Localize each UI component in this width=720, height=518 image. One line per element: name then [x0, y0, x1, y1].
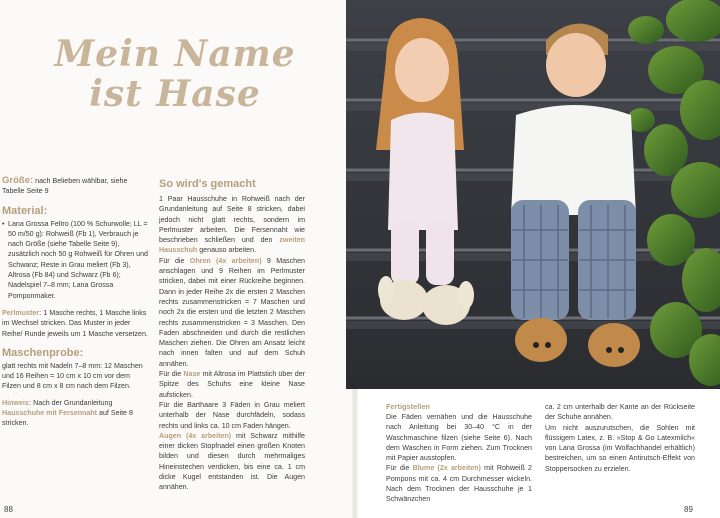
finishing-paragraph-3: ca. 2 cm unterhalb der Kante an der Rückseite der Schuhe annähen. — [545, 403, 695, 422]
finishing-column-continued — [545, 402, 695, 474]
title-line-2: ist Hase — [89, 73, 261, 115]
page-title — [40, 34, 310, 114]
photo-illustration — [346, 0, 720, 389]
instructions-highlight: Nase — [183, 370, 201, 379]
finishing-heading: Fertigstellen — [386, 402, 430, 411]
size-paragraph — [2, 176, 150, 197]
perlmuster-text: 1 Masche rechts, 1 Masche links im Wechsel stricken. Das Muster in jeder Reihe/ Runde jeweils um 1 Masche versetzen. — [2, 308, 148, 338]
finishing-text: mit Rohweiß 2 Pompons mit ca. 4 cm Durchmesser wickeln. Nach dem Trocknen der Hausschuhe je 1 Schwänzchen — [386, 464, 532, 504]
instructions-paragraph-ears — [159, 256, 305, 369]
instructions-text: 9 Maschen anschlagen und 9 Reihen im Perlmuster stricken, dabei mit einer Rückreihe beginnen. Dann in jeder Reihe 2x die ersten 2 Maschen rechts zusammenstricken = 7 Maschen und noch 2x die ersten und die letzten 2 Maschen rechts zusammenstricken = 3 Maschen. Den Faden abschneiden und durch die restlichen Maschen ziehen. Die Ohren am Ansatz leicht nach innen falten und auf dem Schuh annähen. — [159, 256, 305, 368]
hinweis-heading: Hinweis: — [2, 398, 32, 407]
hinweis-text-end: auf Seite 8 stricken. — [2, 409, 133, 428]
instructions-column — [159, 178, 305, 493]
size-text: nach Belieben wählbar, siehe Tabelle Seite 9 — [2, 177, 128, 196]
instructions-text: mit Altrosa im Plattstich über der Spitze des Schuhs eine kleine Nase aufsticken. — [159, 370, 306, 399]
children-photo — [346, 0, 720, 389]
maschenprobe-heading: Maschenprobe: — [2, 346, 84, 359]
instructions-text: Für die — [159, 256, 185, 265]
instructions-text: Für die — [159, 370, 182, 379]
maschenprobe-text: glatt rechts mit Nadeln 7–8 mm: 12 Maschen und 16 Reihen = 10 cm x 10 cm vor dem Filzen und 8 cm x 8 cm nach dem Filzen. — [2, 361, 143, 391]
page-number-right: 89 — [684, 505, 693, 514]
hinweis-reference: Hausschuhe mit Fersennaht — [2, 409, 98, 418]
instructions-text: genauso arbeiten. — [199, 246, 257, 255]
materials-column — [2, 176, 150, 435]
instructions-text: 1 Paar Hausschuhe in Rohweiß nach der Grundanleitung auf Seite 8 stricken, dabei jedoch nicht glatt rechts, sondern im Perlmuster arbeiten. Die Fersennaht wie beschrieben schließen und den — [159, 195, 305, 245]
instructions-text: mit Schwarz mithilfe einer dicken Stopfnadel einen großen Knoten bilden und diesen durch mehrmaliges Hineinstechen verdicken, bis eine ca. 1 cm dicke Kugel entstanden ist. Die Augen annähen. — [159, 431, 305, 492]
finishing-column — [386, 402, 532, 505]
finishing-highlight: Blume (2x arbeiten) — [412, 464, 481, 473]
instructions-paragraph-nose — [159, 369, 305, 400]
finishing-paragraph-1: Die Fäden vernähen und die Hausschuhe nach Anleitung bei 30–40 °C in der Waschmaschine filzen (siehe Seite 6). Nach dem Waschen in Form ziehen. Zum Trocknen mit Papier ausstopfen. — [386, 413, 532, 463]
material-list — [2, 219, 150, 301]
instructions-highlight: Augen (4x arbeiten) — [159, 431, 232, 440]
instructions-highlight: zweiten Hausschuh — [159, 236, 305, 255]
perlmuster-heading: Perlmuster: — [2, 308, 42, 317]
material-heading: Material: — [2, 204, 48, 217]
instructions-paragraph-1 — [159, 194, 305, 256]
instructions-highlight: Ohren (4x arbeiten) — [189, 256, 262, 265]
size-heading: Größe: — [2, 175, 34, 186]
perlmuster-paragraph — [2, 308, 150, 339]
instructions-paragraph-whiskers: Für die Barthaare 3 Fäden in Grau meliert unterhalb der Nase durchfädeln, sodass rechts und links ca. 10 cm Faden hängen. — [159, 400, 305, 430]
hinweis-text: Nach der Grundanleitung — [33, 398, 113, 407]
finishing-text: Für die — [386, 464, 410, 473]
finishing-paragraph-4: Um nicht auszurutschen, die Sohlen mit flüssigem Latex, z. B. »Stop & Go Latexmilch« von Lana Grossa (im Wolfachhandel erhältlich) bestreichen, um so einen Antirutsch-Effekt von Stoppersocken zu erzielen. — [545, 423, 695, 473]
page-number-left: 88 — [4, 505, 13, 514]
material-item: • Lana Grossa Feltro (100 % Schurwolle; LL = 50 m/50 g): Rohweiß (Fb 1), Verbrauch je nach Größe (siehe Tabelle Seite 9), zusätzlich noch 50 g Rohweiß für Ohren und Schwanz; Reste in Grau meliert (Fb 3), Altrosa (Fb 84) und Schwarz (Fb 6); Nadelspiel 7–8 mm; Lana Grossa Pomponmaker. — [2, 219, 150, 301]
hinweis-paragraph — [2, 398, 150, 429]
instructions-paragraph-eyes — [159, 431, 305, 493]
title-line-1: Mein Name — [54, 33, 296, 75]
finishing-paragraph-2 — [386, 463, 532, 504]
instructions-heading: So wird's gemacht — [159, 178, 256, 190]
